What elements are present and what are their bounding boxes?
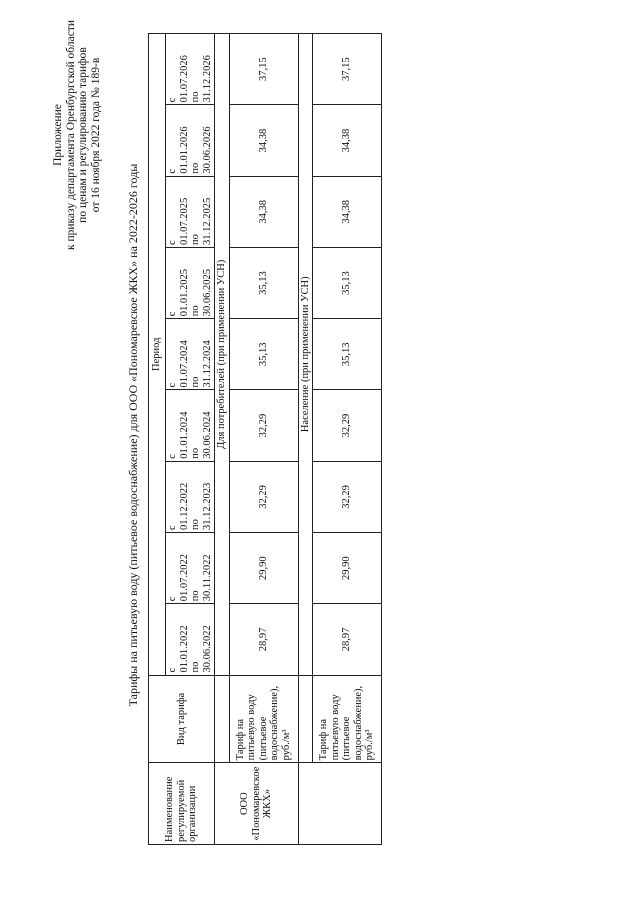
- table-row: [313, 34, 382, 845]
- period-to: 31.12.2024: [201, 340, 213, 388]
- tariff-value-cell: 29,90: [313, 533, 382, 604]
- period-from: 01.01.2026: [178, 126, 190, 174]
- period-from: 01.07.2024: [178, 340, 190, 388]
- group-label-spacer: [298, 675, 313, 763]
- period-to-word: по: [190, 91, 201, 103]
- period-to-word: по: [190, 162, 201, 174]
- period-from: 01.01.2024: [178, 411, 190, 459]
- tariff-value-cell: 35,13: [313, 247, 382, 318]
- period-from: 01.07.2022: [178, 554, 190, 602]
- tariff-type-cell: Тариф на питьевую воду (питьевое водоснабжение), руб./м³: [313, 675, 382, 763]
- tariff-value-cell: 34,38: [229, 105, 298, 176]
- appendix-line: к приказу департамента Оренбургской области: [64, 20, 77, 250]
- period-from-word: с: [167, 596, 178, 602]
- period-from: 01.01.2022: [178, 625, 190, 673]
- tariff-value-cell: 37,15: [229, 34, 298, 105]
- document-title: Тарифы на питьевую воду (питьевое водоснабжение) для ООО «Пономаревское ЖКХ» на 2022-2026 годы: [126, 163, 140, 707]
- period-to-word: по: [190, 447, 201, 459]
- appendix-line: от 16 ноября 2022 года № 189-в: [89, 57, 102, 213]
- period-from-word: с: [167, 454, 178, 459]
- period-to: 31.12.2025: [201, 197, 213, 245]
- period-from-word: с: [167, 169, 178, 174]
- appendix-line: Приложение: [52, 104, 64, 166]
- period-to: 30.06.2024: [201, 411, 213, 459]
- period-from-word: с: [167, 382, 178, 388]
- tariff-value-cell: 32,29: [229, 461, 298, 532]
- period-header-cell: [166, 176, 215, 247]
- period-header-cell: [166, 247, 215, 318]
- period-to-word: по: [190, 234, 201, 245]
- period-header-cell: [166, 105, 215, 176]
- tariff-type-cell: Тариф на питьевую воду (питьевое водоснабжение), руб./м³: [229, 675, 298, 763]
- tariff-value-cell: 28,97: [313, 604, 382, 675]
- tariff-value-cell: 32,29: [229, 390, 298, 461]
- period-to-word: по: [190, 519, 201, 530]
- header-tariff-type: Вид тарифа: [149, 675, 215, 763]
- period-header-cell: [166, 319, 215, 390]
- period-from: 01.01.2025: [178, 268, 190, 317]
- table-row: [229, 34, 298, 845]
- period-to: 30.06.2025: [201, 268, 213, 317]
- period-to-word: по: [190, 590, 201, 602]
- tariff-value-cell: 29,90: [229, 533, 298, 604]
- group-label-spacer: [215, 675, 230, 763]
- period-to-word: по: [190, 661, 201, 673]
- period-from-word: с: [167, 667, 178, 673]
- consumer-group-label: Для потребителей (при применении УСН): [215, 34, 230, 676]
- period-header-cell: [166, 461, 215, 532]
- period-from: 01.12.2022: [178, 482, 190, 530]
- period-to: 30.06.2026: [201, 126, 213, 174]
- period-header-cell: [166, 533, 215, 604]
- period-from-word: с: [167, 311, 178, 317]
- period-header-cell: [166, 604, 215, 675]
- header-organization: Наименование регулируемой организации: [149, 763, 215, 845]
- tariff-value-cell: 35,13: [229, 247, 298, 318]
- organization-name: ООО «Пономаревское ЖКХ»: [215, 763, 299, 845]
- period-to-word: по: [190, 305, 201, 317]
- period-to: 31.12.2026: [201, 55, 213, 103]
- consumer-group-label: Население (при применении УСН): [298, 34, 313, 676]
- period-from: 01.07.2025: [178, 197, 190, 245]
- tariff-value-cell: 28,97: [229, 604, 298, 675]
- period-to: 30.06.2022: [201, 625, 213, 673]
- appendix-header: [52, 0, 102, 285]
- period-from-word: с: [167, 97, 178, 103]
- organization-cell-empty: [298, 763, 382, 845]
- period-to: 30.11.2022: [201, 554, 213, 602]
- tariff-value-cell: 32,29: [313, 461, 382, 532]
- tariff-value-cell: 32,29: [313, 390, 382, 461]
- period-header-cell: [166, 390, 215, 461]
- tariff-value-cell: 37,15: [313, 34, 382, 105]
- tariff-value-cell: 34,38: [229, 176, 298, 247]
- period-header-cell: [166, 34, 215, 105]
- tariff-table: [148, 33, 382, 845]
- period-to-word: по: [190, 376, 201, 388]
- tariff-value-cell: 34,38: [313, 105, 382, 176]
- period-from-word: с: [167, 240, 178, 245]
- period-from: 01.07.2026: [178, 55, 190, 103]
- tariff-value-cell: 35,13: [229, 319, 298, 390]
- tariff-value-cell: 34,38: [313, 176, 382, 247]
- period-from-word: с: [167, 525, 178, 530]
- appendix-line: по ценам и регулированию тарифов: [77, 47, 90, 223]
- header-period: Период: [149, 34, 166, 676]
- tariff-value-cell: 35,13: [313, 319, 382, 390]
- period-to: 31.12.2023: [201, 482, 213, 530]
